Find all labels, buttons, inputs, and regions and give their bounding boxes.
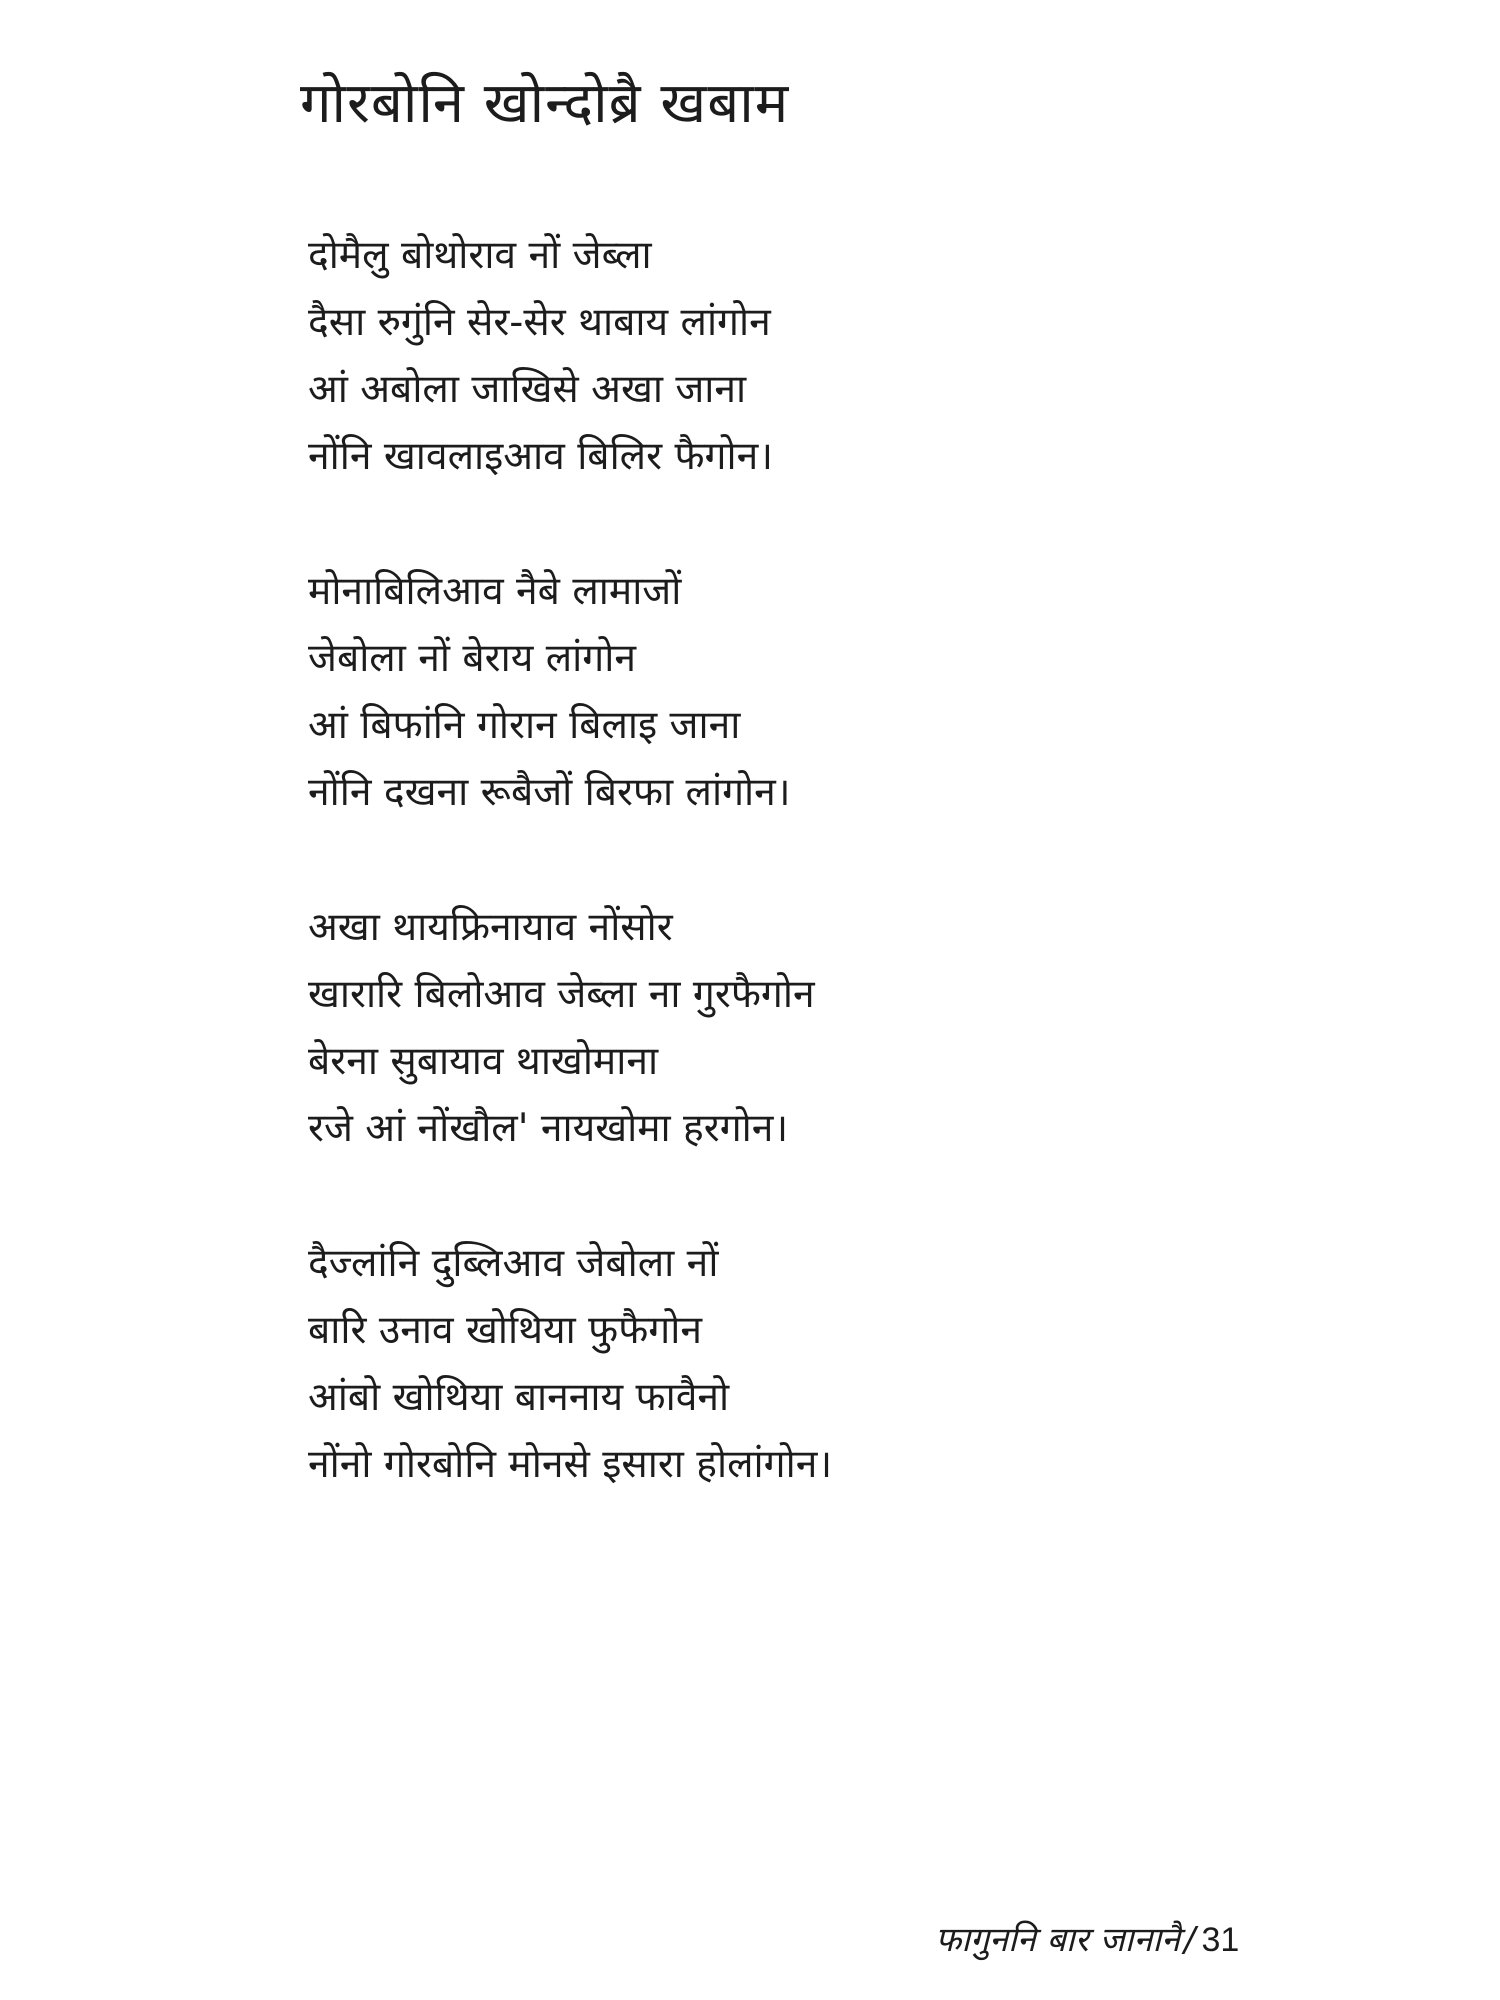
poem-line: जेबोला नों बेराय लांगोन [308,636,636,681]
page-number: 31 [1201,1921,1240,1959]
poem-line: नोंनि खावलाइआव बिलिर फैगोन। [308,434,774,479]
stanza [308,894,832,1162]
poem-line: अखा थायफ्रिनायाव नोंसोर [308,905,673,950]
poem-line: दोमैलु बोथोराव नों जेब्ला [308,233,652,278]
poem-line: दैसा रुगुंनि सेर-सेर थाबाय लांगोन [308,300,771,345]
footer-separator: / [1184,1920,1196,1960]
poem-line: दैज्लांनि दुब्लिआव जेबोला नों [308,1241,719,1286]
poem-line: खारारि बिलोआव जेब्ला ना गुरफैगोन [308,972,815,1017]
poem-line: नोंनि दखना रूबैजों बिरफा लांगोन। [308,770,791,815]
stanza [308,222,832,490]
stanza [308,1230,832,1498]
page-footer [935,1918,1239,1962]
stanza [308,558,832,826]
poem-line: बेरना सुबायाव थाखोमाना [308,1039,659,1084]
poem-line: रजे आं नोंखौल' नायखोमा हरगोन। [308,1106,789,1151]
poem-line: बारि उनाव खोथिया फुफैगोन [308,1308,703,1353]
poem-line: आं बिफांनि गोरान बिलाइ जाना [308,703,741,748]
poem-line: आं अबोला जाखिसे अखा जाना [308,367,747,412]
poem-line: आंबो खोथिया बाननाय फावैनो [308,1375,730,1420]
poem-title: गोरबोनि खोन्दोब्रै खबाम [300,71,790,136]
footer-book-title: फागुननि बार जानानै [935,1920,1181,1960]
poem-line: मोनाबिलिआव नैबे लामाजों [308,569,682,614]
poem-line: नोंनो गोरबोनि मोनसे इसारा होलांगोन। [308,1442,833,1487]
poem-body [308,222,832,1566]
